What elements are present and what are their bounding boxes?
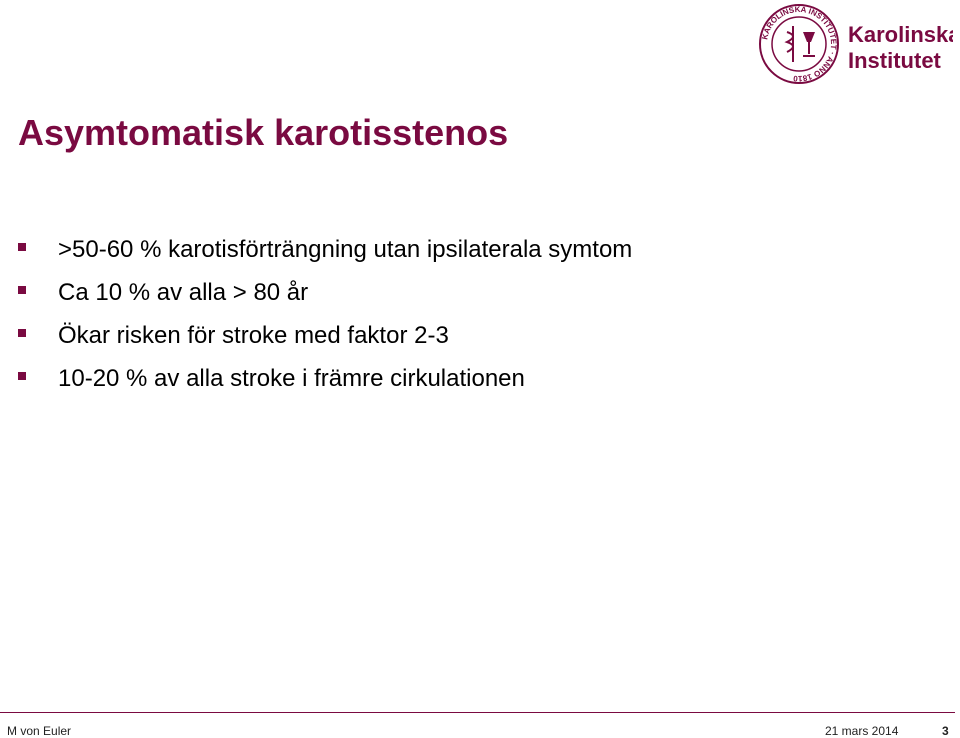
bullet-text: >50-60 % karotisförträngning utan ipsilaterala symtom [58,236,633,263]
slide-title: Asymtomatisk karotisstenos [18,112,509,153]
bullet-text: Ökar risken för stroke med faktor 2-3 [58,322,449,349]
karolinska-logo [757,2,953,86]
bullet-list [18,228,632,400]
square-bullet-icon [18,286,26,294]
square-bullet-icon [18,243,26,251]
footer-date: 21 mars 2014 [825,724,899,738]
bullet-item [18,271,632,314]
footer-author: M von Euler [7,724,72,738]
square-bullet-icon [18,372,26,380]
karolinska-seal-icon [757,2,953,86]
logo-text-line1: Karolinska [848,22,953,47]
page-number: 3 [942,724,949,738]
logo-text-line2: Institutet [848,48,941,73]
svg-text:KAROLINSKA INSTITUTET · ANNO 1: KAROLINSKA INSTITUTET · ANNO 1810 [760,4,839,84]
bullet-text: 10-20 % av alla stroke i främre cirkulationen [58,365,525,392]
bullet-item [18,228,632,271]
bullet-item [18,357,632,400]
bullet-item [18,314,632,357]
square-bullet-icon [18,329,26,337]
bullet-text: Ca 10 % av alla > 80 år [58,279,309,306]
footer-divider [0,712,955,713]
